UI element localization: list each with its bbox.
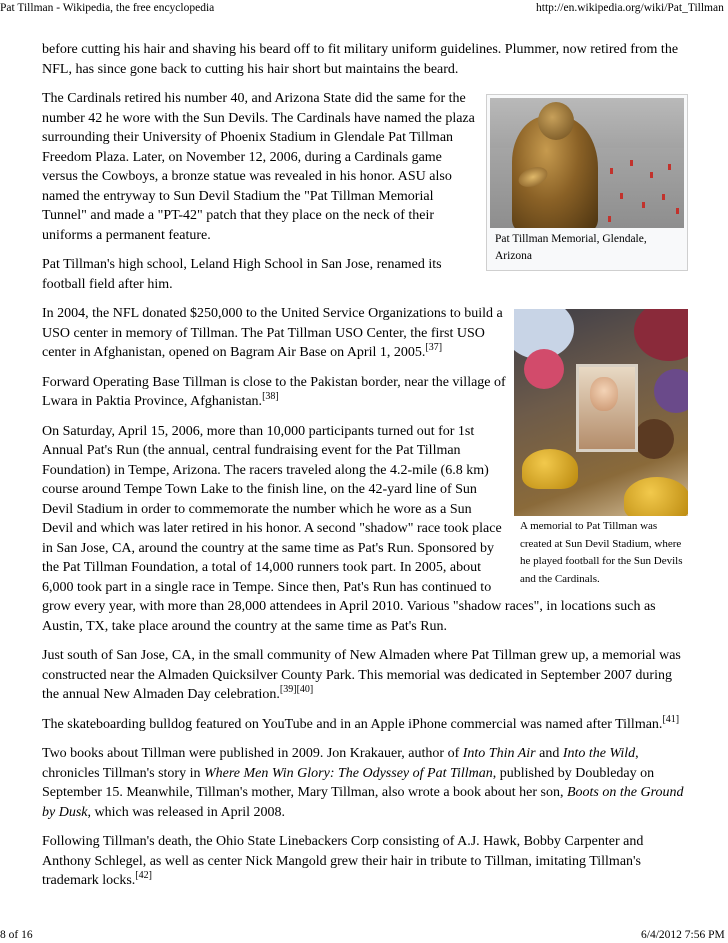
statue-figure xyxy=(486,94,688,271)
paragraph-retired-number: The Cardinals retired his number 40, and Arizona State did the same for the number 42 he wore with the Sun Devils. The Cardinals have named the plaza surrounding their University of Phoenix Stadium in Glendale Pat Tillman Freedom Plaza. Later, on November 12, 2006, during a Cardinals game versus the Cowboys, a bronze statue was revealed in his honor. ASU also named the entryway to Sun Devil Stadium the "Pat Tillman Memorial Tunnel" and made a "PT-42" patch that they place on the neck of their uniforms a permanent feature. xyxy=(42,91,475,243)
print-footer-datetime: 6/4/2012 7:56 PM xyxy=(641,929,725,941)
citation-41[interactable]: [41] xyxy=(662,713,680,725)
paragraph-fob-tillman: Forward Operating Base Tillman is close to the Pakistan border, near the village of Lwara in Paktia Province, Afghanistan.[38] xyxy=(42,374,506,409)
book-title-boots-on-the-ground: Boots on the Ground by Dusk xyxy=(42,785,684,820)
paragraph-high-school: Pat Tillman's high school, Leland High School in San Jose, renamed its football field after him. xyxy=(42,257,442,292)
citation-42[interactable]: [42] xyxy=(135,870,152,881)
print-footer-page: 8 of 16 xyxy=(0,929,33,941)
statue-caption: Pat Tillman Memorial, Glendale, Arizona xyxy=(495,233,647,262)
paragraph-bulldog: The skateboarding bulldog featured on YouTube and in an Apple iPhone commercial was named after Tillman.[41] xyxy=(42,713,680,732)
print-header-title: Pat Tillman - Wikipedia, the free encyclopedia xyxy=(0,2,215,14)
memorial-photo[interactable] xyxy=(514,309,688,516)
print-header-url: http://en.wikipedia.org/wiki/Pat_Tillman xyxy=(536,2,724,14)
citation-39-40[interactable]: [39][40] xyxy=(279,684,314,695)
paragraph-linebackers: Following Tillman's death, the Ohio State Linebackers Corp consisting of A.J. Hawk, Bobby Carpenter and Anthony Schlegel, as well as center Nick Mangold grew their hair in tribute to Tillman, imitating Tillman's trademark locks.[42] xyxy=(42,834,644,888)
book-title-where-men-win-glory: Where Men Win Glory: The Odyssey of Pat Tillman xyxy=(203,765,493,781)
book-title-into-thin-air: Into Thin Air xyxy=(462,746,536,761)
paragraph-pats-run: On Saturday, April 15, 2006, more than 10,000 participants turned out for 1st Annual Pat's Run (the annual, central fundraising event for the Pat Tillman Foundation) in Tempe, Arizona. The racers traveled along the 4.2-mile (6.8 km) course around Tempe Town Lake to the finish line, on the 42-yard line of Sun Devil Stadium in order to commemorate the number which he wore as a Sun Devil and which was later retired in his honor. A second "shadow" race took place in San Jose, CA, around the country at the same time as Pat's Run. Sponsored by the Pat Tillman Foundation, a total of 14,000 runners took part. In 2005, about 6,000 took part in a single race in Tempe. Since then, Pat's Run has continued to grow every year, with more than 28,000 attendees in April 2010. Various "shadow races", in locations such as Austin, TX, take place around the country at the same time as Pat's Run. xyxy=(42,423,656,634)
paragraph-books: Two books about Tillman were published in 2009. Jon Krakauer, author of Into Thin Air and Into the Wild, chronicles Tillman's story in Where Men Win Glory: The Odyssey of Pat Tillman, published by Doubleday on September 15. Meanwhile, Tillman's mother, Mary Tillman, also wrote a book about her son, Boots on the Ground by Dusk, which was released in April 2008. xyxy=(42,746,684,820)
book-title-into-the-wild: Into the Wild xyxy=(562,746,636,761)
paragraph-beard: before cutting his hair and shaving his beard off to fit military uniform guidelines. Plummer, now retired from the NFL, has since gone back to cutting his hair short but maintains the beard. xyxy=(42,42,679,77)
statue-photo[interactable] xyxy=(490,98,684,228)
paragraph-uso-center: In 2004, the NFL donated $250,000 to the United Service Organizations to build a USO center in memory of Tillman. The Pat Tillman USO Center, the first USO center in Afghanistan, opened on Bagram Air Base on April 1, 2005.[37] xyxy=(42,306,503,360)
citation-37[interactable]: [37] xyxy=(425,342,443,353)
article-body xyxy=(42,40,688,901)
citation-38[interactable]: [38] xyxy=(262,391,279,402)
memorial-caption: A memorial to Pat Tillman was created at Sun Devil Stadium, where he played football for the Sun Devils and the Cardinals. xyxy=(520,520,683,585)
memorial-figure xyxy=(514,309,688,588)
paragraph-new-almaden: Just south of San Jose, CA, in the small community of New Almaden where Pat Tillman grew up, a memorial was constructed near the Almaden Quicksilver County Park. This memorial was dedicated in September 2007 during the annual New Almaden Day celebration.[39][40] xyxy=(42,648,681,702)
